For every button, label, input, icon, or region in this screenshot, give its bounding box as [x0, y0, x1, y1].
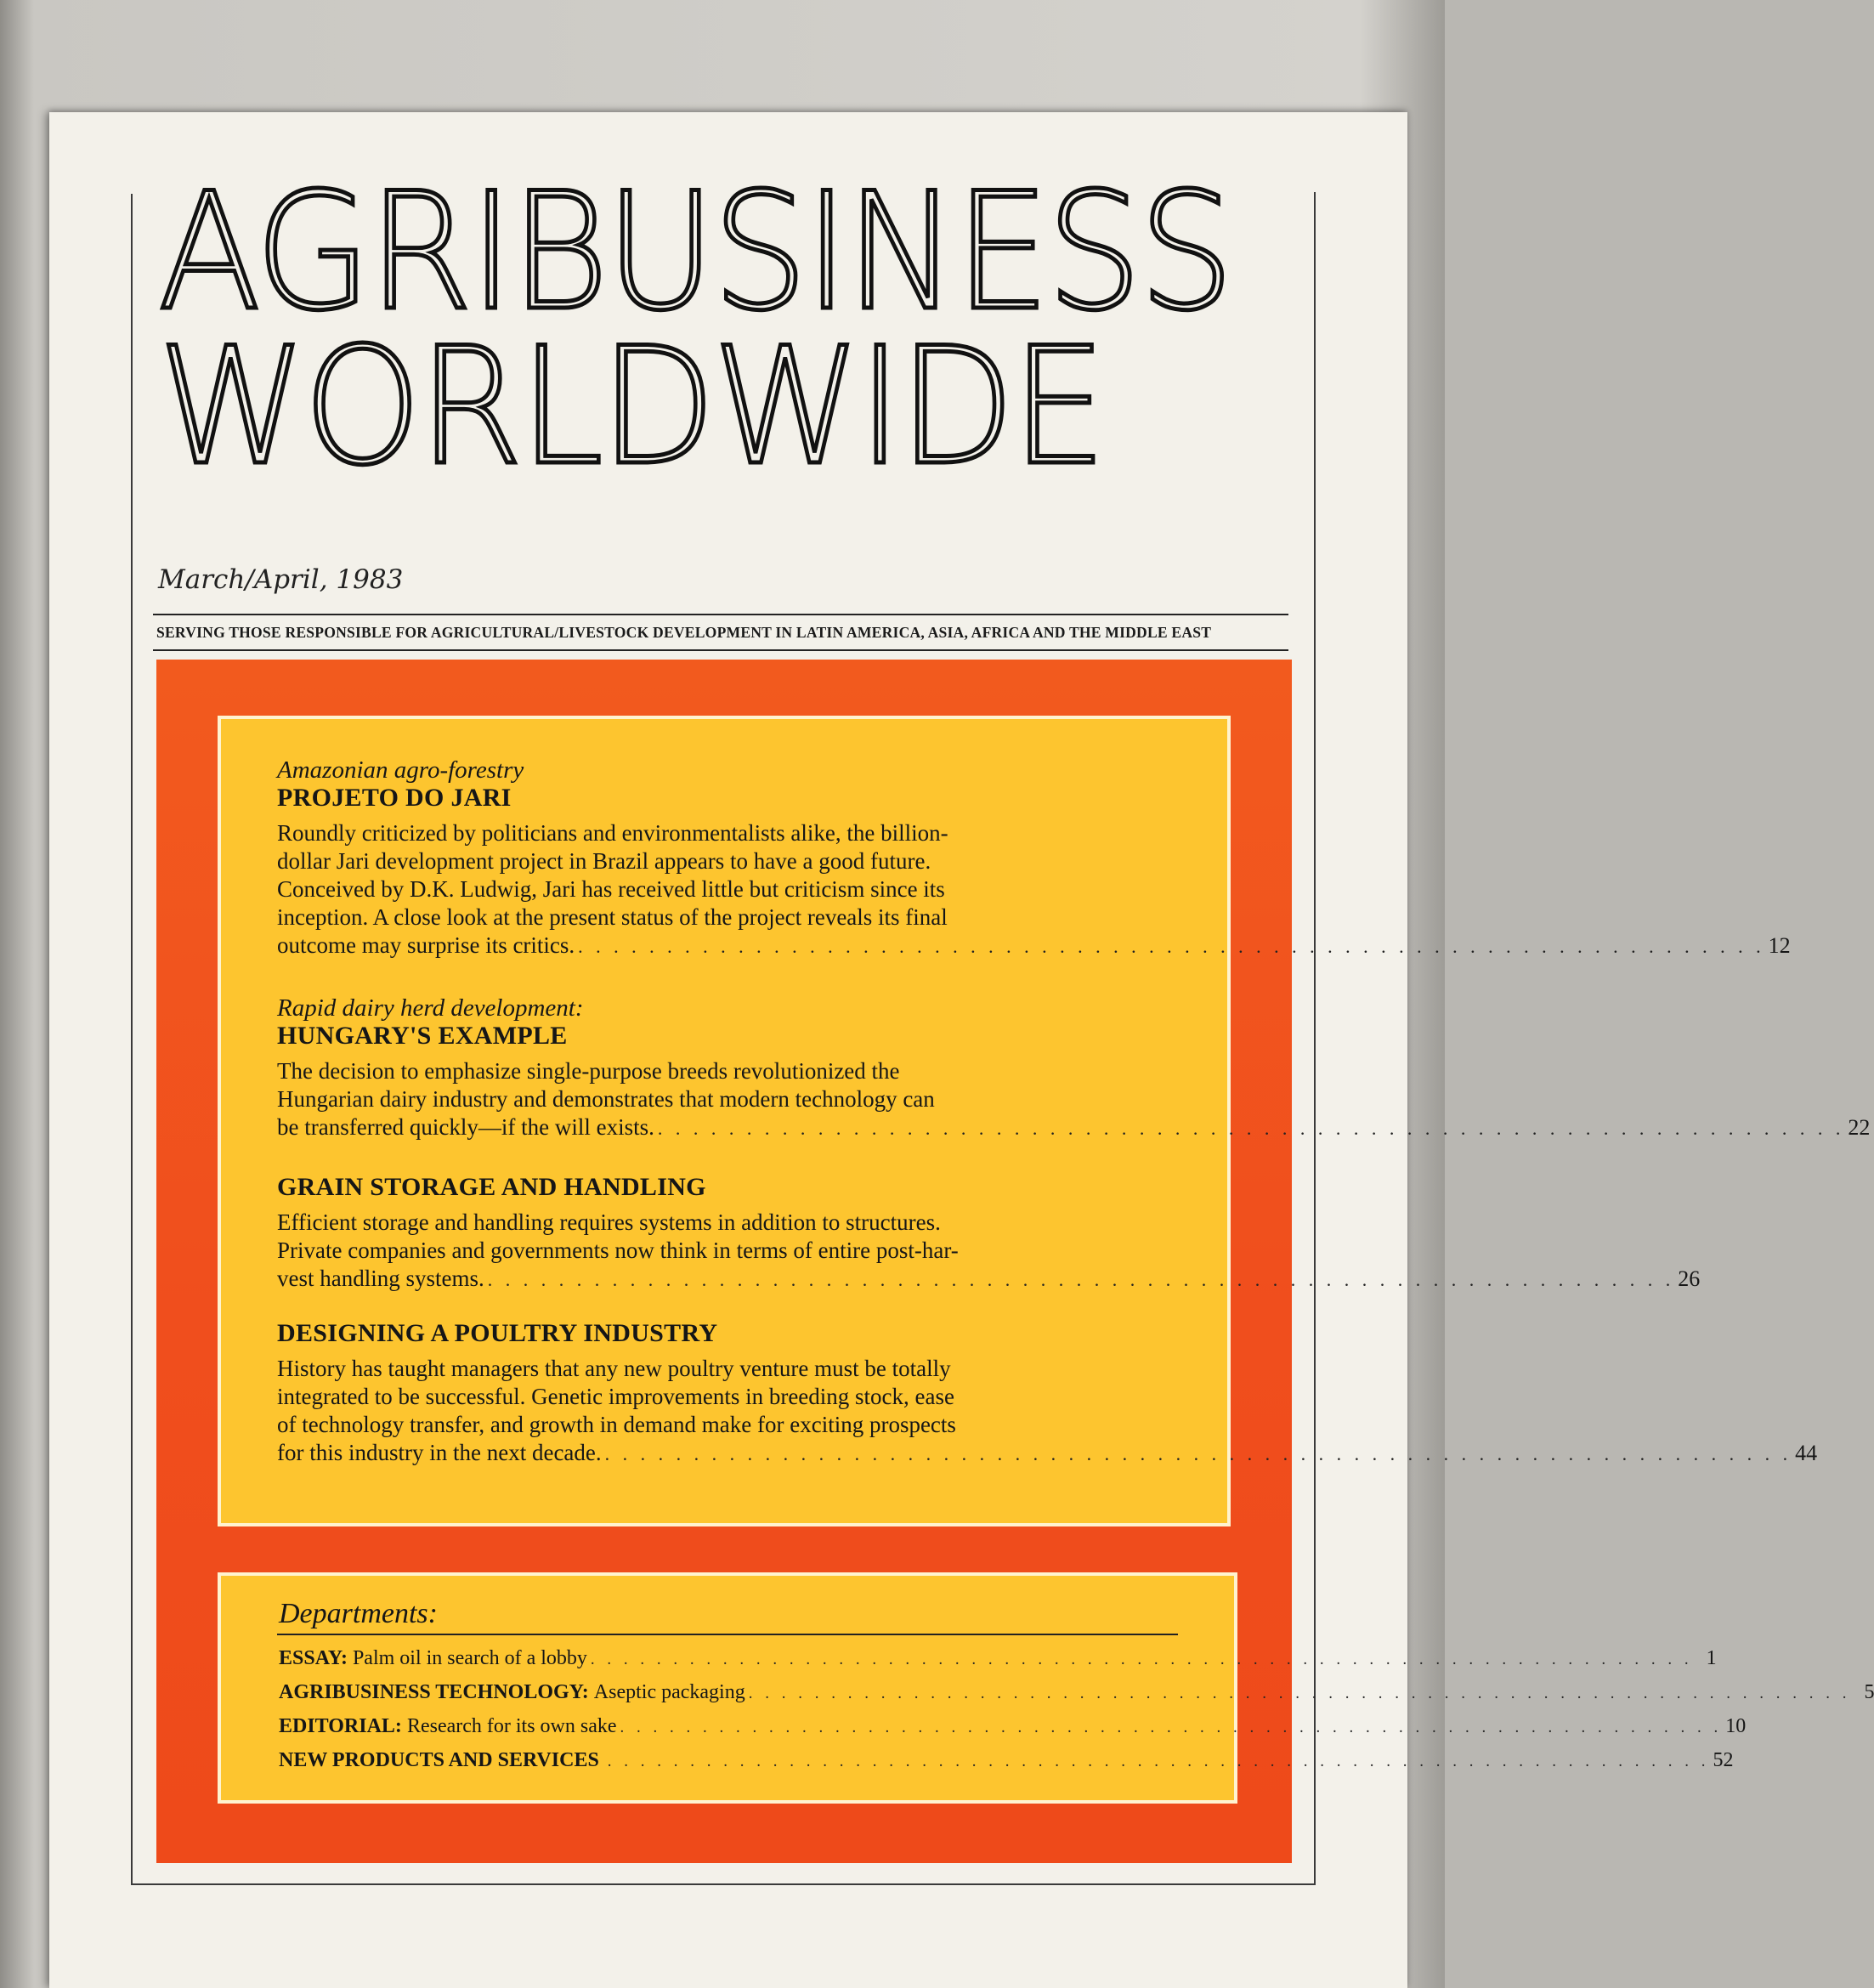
article-kicker: Amazonian agro-forestry — [277, 756, 524, 784]
article-headline: PROJETO DO JARI — [277, 784, 512, 812]
leader-dots: . . . . . . . . . . . . . . . . . . . . . . . . . . . . . . . . . . . . . . . . . . . . . . . . . . . . . . . . . . . . . . . . . . . — [590, 1651, 1693, 1668]
leader-dots: . . . . . . . . . . . . . . . . . . . . . . . . . . . . . . . . . . . . . . . . . . . . . . . . . . . . . . . . . . . . . . . . . . . — [607, 1753, 1710, 1770]
summary-line: integrated to be successful. Genetic improvements in breeding stock, ease — [277, 1384, 954, 1409]
article-summary — [277, 819, 1791, 960]
tagline: SERVING THOSE RESPONSIBLE FOR AGRICULTURAL/LIVESTOCK DEVELOPMENT IN LATIN AMERICA, ASIA, AFRICA AND THE MIDDLE EAST — [156, 624, 1212, 641]
leader-dots: . . . . . . . . . . . . . . . . . . . . . . . . . . . . . . . . . . . . . . . . . . . . . . . . . . . . . . . . . . . . . . . . . . . — [620, 1719, 1723, 1736]
masthead-line-2: WORLDWIDE — [158, 313, 1104, 501]
summary-line: The decision to emphasize single-purpose breeds revolutionized the — [277, 1058, 900, 1084]
article-poultry[interactable] — [277, 1319, 1818, 1468]
article-summary — [277, 1355, 1818, 1468]
page-number: 5 — [1864, 1681, 1874, 1703]
summary-line: outcome may surprise its critics. — [277, 932, 575, 958]
summary-line: History has taught managers that any new poultry venture must be totally — [277, 1356, 951, 1381]
department-item[interactable] — [279, 1710, 1747, 1744]
departments-title: Departments: — [279, 1598, 438, 1629]
leader-dots: . . . . . . . . . . . . . . . . . . . . . . . . . . . . . . . . . . . . . . . . . . . . . . . . . . . . . . . . . . . . . . . . . . . — [748, 1685, 1851, 1702]
article-grain-storage[interactable] — [277, 1173, 1701, 1294]
departments-list — [279, 1642, 1874, 1778]
summary-line: Roundly criticized by politicians and environmentalists alike, the billion- — [277, 820, 948, 846]
article-summary — [277, 1057, 1871, 1142]
summary-last-line — [277, 1439, 1818, 1468]
article-headline: HUNGARY'S EXAMPLE — [277, 1022, 568, 1050]
page-number: 1 — [1706, 1647, 1717, 1669]
departments-rule — [277, 1634, 1178, 1635]
tagline-rule-top — [153, 614, 1288, 615]
page-number: 12 — [1768, 933, 1791, 958]
department-label: AGRIBUSINESS TECHNOLOGY: — [279, 1681, 589, 1703]
frame-rule-right — [1314, 192, 1316, 1885]
page-number: 52 — [1713, 1749, 1734, 1771]
article-summary — [277, 1209, 1701, 1294]
page-number: 26 — [1678, 1266, 1701, 1291]
article-jari[interactable] — [277, 756, 1791, 960]
article-kicker: Rapid dairy herd development: — [277, 994, 584, 1022]
page-number: 22 — [1848, 1115, 1871, 1140]
article-headline: DESIGNING A POULTRY INDUSTRY — [277, 1319, 718, 1347]
summary-line: vest handling systems. — [277, 1266, 484, 1291]
summary-line: for this industry in the next decade. — [277, 1440, 602, 1465]
article-hungary[interactable] — [277, 994, 1871, 1142]
summary-line: Private companies and governments now think in terms of entire post-har- — [277, 1238, 959, 1263]
summary-line: Efficient storage and handling requires systems in addition to structures. — [277, 1209, 941, 1235]
frame-rule-left — [131, 194, 133, 1885]
department-label: ESSAY: — [279, 1647, 348, 1669]
department-desc: Research for its own sake — [406, 1715, 617, 1737]
page-number: 10 — [1725, 1715, 1747, 1737]
leader-dots: . . . . . . . . . . . . . . . . . . . . . . . . . . . . . . . . . . . . . . . . . . . . . . . . . . . . . . . . . . . . . . . . . . . — [578, 936, 1765, 957]
department-desc: Aseptic packaging — [593, 1681, 745, 1703]
department-desc: Palm oil in search of a lobby — [352, 1647, 587, 1669]
leader-dots: . . . . . . . . . . . . . . . . . . . . . . . . . . . . . . . . . . . . . . . . . . . . . . . . . . . . . . . . . . . . . . . . . . . — [657, 1118, 1845, 1139]
leader-dots: . . . . . . . . . . . . . . . . . . . . . . . . . . . . . . . . . . . . . . . . . . . . . . . . . . . . . . . . . . . . . . . . . . . — [604, 1443, 1792, 1464]
issue-date: March/April, 1983 — [158, 564, 404, 595]
department-label: EDITORIAL: — [279, 1715, 402, 1737]
tagline-rule-bottom — [153, 649, 1288, 651]
summary-line: Hungarian dairy industry and demonstrates that modern technology can — [277, 1086, 935, 1112]
page-number: 44 — [1795, 1441, 1818, 1465]
leader-dots: . . . . . . . . . . . . . . . . . . . . . . . . . . . . . . . . . . . . . . . . . . . . . . . . . . . . . . . . . . . . . . . . . . . — [487, 1269, 1675, 1290]
department-item[interactable] — [279, 1744, 1734, 1778]
summary-line: inception. A close look at the present status of the project reveals its final — [277, 904, 948, 930]
summary-last-line — [277, 1113, 1871, 1142]
summary-line: of technology transfer, and growth in demand make for exciting prospects — [277, 1412, 956, 1437]
masthead-line-1: AGRIBUSINESS — [158, 158, 1231, 346]
article-headline: GRAIN STORAGE AND HANDLING — [277, 1173, 706, 1201]
department-label: NEW PRODUCTS AND SERVICES — [279, 1749, 599, 1771]
summary-line: Conceived by D.K. Ludwig, Jari has received little but criticism since its — [277, 876, 945, 902]
summary-last-line — [277, 1265, 1701, 1294]
frame-rule-bottom — [131, 1883, 1316, 1885]
department-item[interactable] — [279, 1676, 1874, 1710]
summary-line: dollar Jari development project in Brazil appears to have a good future. — [277, 848, 931, 874]
masthead — [158, 158, 1231, 501]
summary-line: be transferred quickly—if the will exists. — [277, 1114, 654, 1140]
summary-last-line — [277, 932, 1791, 960]
department-item[interactable] — [279, 1642, 1717, 1676]
